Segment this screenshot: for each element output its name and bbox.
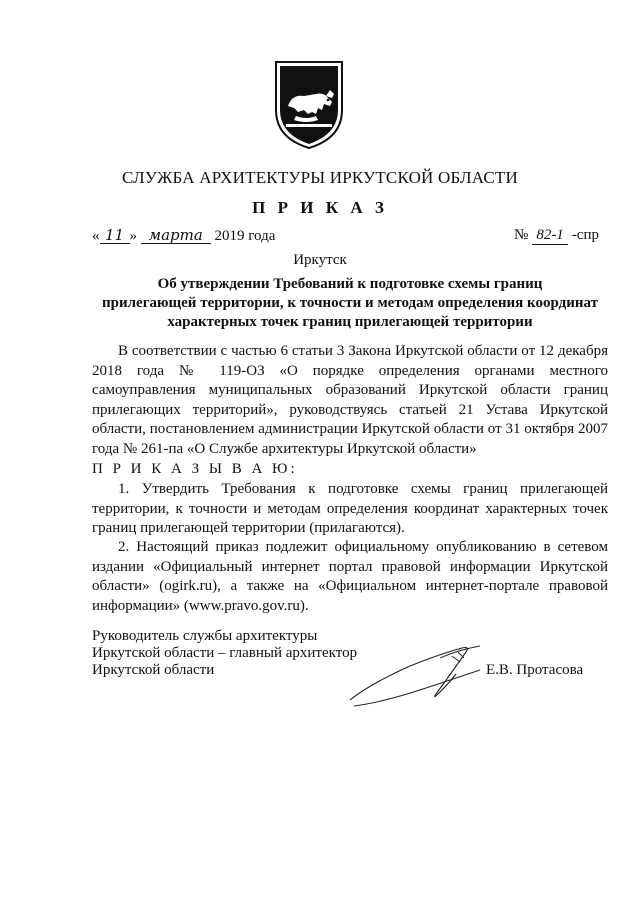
heading-line: прилегающей территории, к точности и методам определения координат (102, 295, 598, 311)
heading-line: характерных точек границ прилегающей территории (167, 314, 533, 330)
document-date (92, 227, 275, 245)
order-item-2: 2. Настоящий приказ подлежит официальному опубликованию в сетевом издании «Официальный интернет портал правовой информации Иркутской области» (ogirk.ru), а также на «Официальном интернет-портале правовой информации» (www.pravo.gov.ru). (92, 539, 608, 614)
date-month: марта (141, 227, 211, 244)
order-item-1: 1. Утвердить Требования к подготовке схемы границ прилегающей территории, к точности и методам определения координат характерных точек границ прилегающей территории (прилагаются). (92, 481, 608, 536)
date-year: 2019 года (214, 228, 276, 244)
number-prefix: № (514, 227, 529, 243)
city: Иркутск (293, 252, 347, 268)
number-suffix: -спр (571, 227, 599, 243)
signatory-title-line: Иркутской области – главный архитектор (92, 645, 358, 661)
preamble-paragraph: В соответствии с частью 6 статьи 3 Закона Иркутской области от 12 декабря 2018 года № 119-ОЗ «О порядке определения органами местного самоуправления муниципальных образований Иркутской области границ прилегающих территорий», руководствуясь статьей 21 Устава Иркутской области, постановлением администрации Иркутской области от 31 октября 2007 года № 261-па «О Службе архитектуры Иркутской области» (92, 343, 608, 457)
number-value: 82-1 (532, 227, 568, 245)
signature-icon (340, 628, 490, 718)
document-heading (92, 275, 608, 332)
order-word: П Р И К А З Ы В А Ю: (92, 461, 298, 477)
coat-of-arms-icon (272, 58, 346, 150)
date-day: 11 (100, 227, 130, 244)
heading-line: Об утверждении Требований к подготовке схемы границ (157, 276, 543, 292)
signatory-title-line: Иркутской области (92, 662, 215, 678)
signatory-name: Е.В. Протасова (486, 662, 584, 678)
document-number (514, 227, 599, 245)
date-open-quote: « (92, 228, 100, 244)
signatory-title-line: Руководитель службы архитектуры (92, 628, 318, 644)
signatory-title (92, 628, 357, 679)
agency-name: СЛУЖБА АРХИТЕКТУРЫ ИРКУТСКОЙ ОБЛАСТИ (122, 168, 518, 187)
date-close-quote: » (129, 228, 137, 244)
document-title: П Р И К А З (252, 198, 388, 217)
